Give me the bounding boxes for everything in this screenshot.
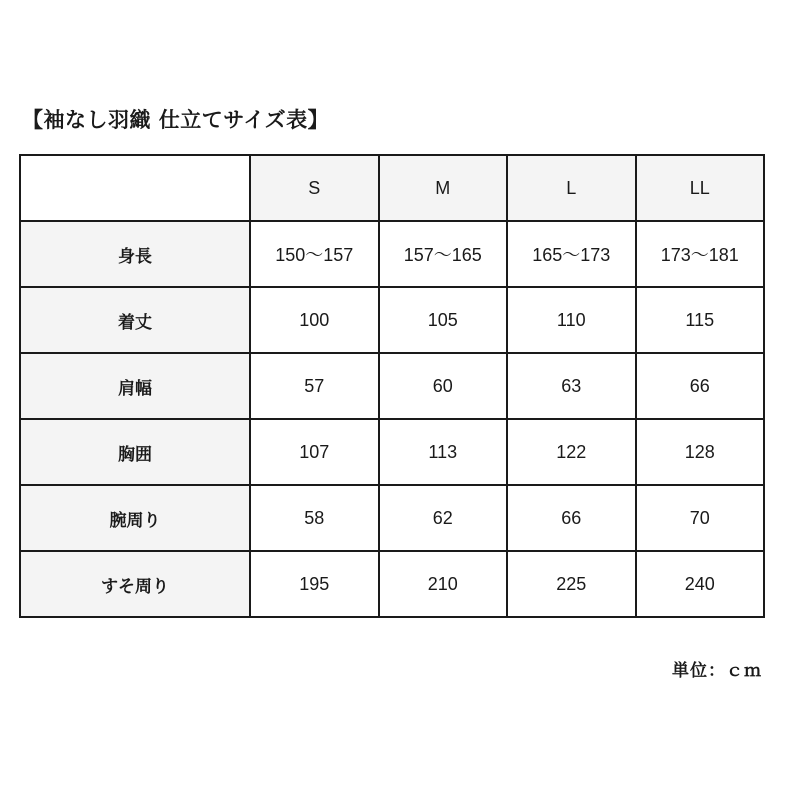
table-cell: 57 — [250, 353, 379, 419]
table-row — [20, 353, 764, 419]
table-row — [20, 551, 764, 617]
table-cell: 210 — [379, 551, 508, 617]
column-header-ll: LL — [636, 155, 765, 221]
row-label-hem: すそ周り — [20, 551, 250, 617]
table-cell: 157〜165 — [379, 221, 508, 287]
table-cell: 63 — [507, 353, 636, 419]
table-cell: 62 — [379, 485, 508, 551]
column-header-m: M — [379, 155, 508, 221]
column-header-s: S — [250, 155, 379, 221]
table-row — [20, 485, 764, 551]
row-label-chest: 胸囲 — [20, 419, 250, 485]
page-title: 【袖なし羽織 仕立てサイズ表】 — [22, 108, 330, 132]
table-cell: 110 — [507, 287, 636, 353]
table-cell: 225 — [507, 551, 636, 617]
table-cell: 66 — [507, 485, 636, 551]
table-row — [20, 419, 764, 485]
table-cell: 173〜181 — [636, 221, 765, 287]
row-label-height: 身長 — [20, 221, 250, 287]
table-cell: 66 — [636, 353, 765, 419]
table-cell: 58 — [250, 485, 379, 551]
table-cell: 70 — [636, 485, 765, 551]
table-cell: 195 — [250, 551, 379, 617]
table-cell: 240 — [636, 551, 765, 617]
row-label-length: 着丈 — [20, 287, 250, 353]
column-header-l: L — [507, 155, 636, 221]
table-cell: 60 — [379, 353, 508, 419]
table-cell: 115 — [636, 287, 765, 353]
table-row — [20, 287, 764, 353]
table-header-row — [20, 155, 764, 221]
table-cell: 100 — [250, 287, 379, 353]
table-cell: 122 — [507, 419, 636, 485]
row-label-shoulder-width: 肩幅 — [20, 353, 250, 419]
table-row — [20, 221, 764, 287]
table-cell: 128 — [636, 419, 765, 485]
table-cell: 165〜173 — [507, 221, 636, 287]
size-table — [19, 154, 765, 618]
table-cell: 150〜157 — [250, 221, 379, 287]
unit-note: 単位：ｃｍ — [672, 661, 762, 681]
table-corner-cell — [20, 155, 250, 221]
row-label-arm: 腕周り — [20, 485, 250, 551]
table-cell: 107 — [250, 419, 379, 485]
table-cell: 113 — [379, 419, 508, 485]
table-cell: 105 — [379, 287, 508, 353]
